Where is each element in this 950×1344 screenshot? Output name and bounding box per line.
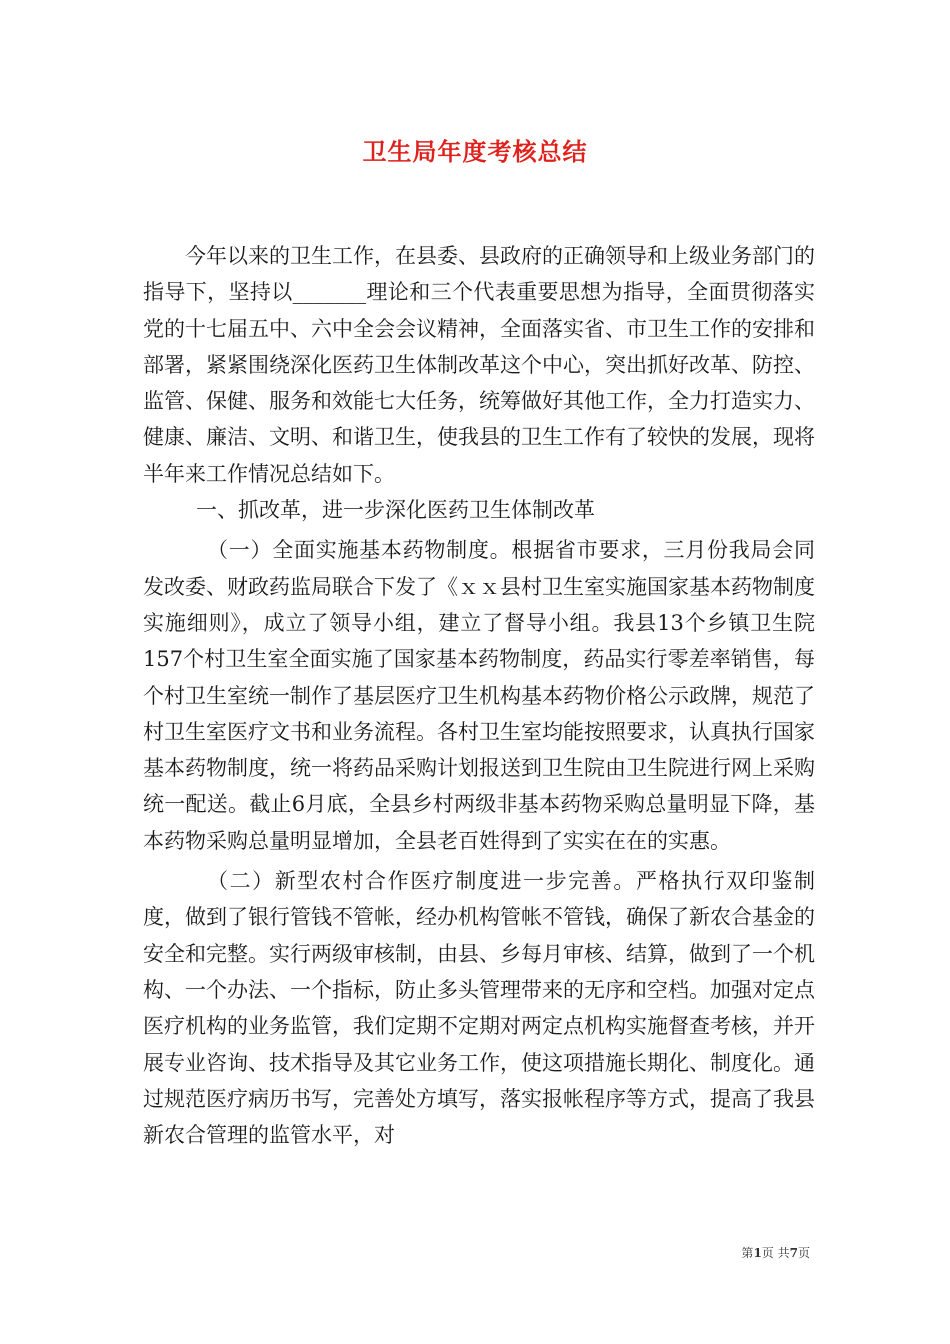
total-page-number: 7 bbox=[789, 1246, 798, 1260]
footer-suffix: 页 bbox=[797, 1246, 810, 1260]
page-footer bbox=[700, 1244, 810, 1261]
document-body bbox=[143, 238, 815, 1153]
footer-middle: 页 共 bbox=[761, 1246, 790, 1260]
subsection-paragraph: （一）全面实施基本药物制度。根据省市要求，三月份我局会同发改委、财政药监局联合下发了《ｘｘ县村卫生室实施国家基本药物制度实施细则》，成立了领导小组，建立了督导小组。我县13个乡镇卫生院157个村卫生室全面实施了国家基本药物制度，药品实行零差率销售，每个村卫生室统一制作了基层医疗卫生机构基本药物价格公示政牌，规范了村卫生室医疗文书和业务流程。各村卫生室均能按照要求，认真执行国家基本药物制度，统一将药品采购计划报送到卫生院由卫生院进行网上采购统一配送。截止6月底，全县乡村两级非基本药物采购总量明显下降，基本药物采购总量明显增加，全县老百姓得到了实实在在的实惠。 bbox=[143, 538, 815, 853]
subsection-paragraph: （二）新型农村合作医疗制度进一步完善。严格执行双印鉴制度，做到了银行管钱不管帐，经办机构管帐不管钱，确保了新农合基金的安全和完整。实行两级审核制，由县、乡每月审核、结算，做到了一个机构、一个办法、一个指标，防止多头管理带来的无序和空档。加强对定点医疗机构的业务监管，我们定期不定期对两定点机构实施督查考核，并开展专业咨询、技术指导及其它业务工作，使这项措施长期化、制度化。通过规范医疗病历书写，完善处方填写，落实报帐程序等方式，提高了我县新农合管理的监管水平，对 bbox=[143, 869, 815, 1148]
section-heading: 一、抓改革，进一步深化医药卫生体制改革 bbox=[196, 498, 595, 523]
footer-prefix: 第 bbox=[741, 1246, 754, 1260]
document-title: 卫生局年度考核总结 bbox=[362, 137, 588, 166]
current-page-number: 1 bbox=[753, 1246, 762, 1260]
intro-paragraph: 今年以来的卫生工作，在县委、县政府的正确领导和上级业务部门的指导下，坚持以_______理论和三个代表重要思想为指导，全面贯彻落实党的十七届五中、六中全会会议精神，全面落实省、市卫生工作的安排和部署，紧紧围绕深化医药卫生体制改革这个中心，突出抓好改革、防控、监管、保健、服务和效能七大任务，统筹做好其他工作，全力打造实力、健康、廉洁、文明、和谐卫生，使我县的卫生工作有了较快的发展，现将半年来工作情况总结如下。 bbox=[143, 244, 815, 486]
